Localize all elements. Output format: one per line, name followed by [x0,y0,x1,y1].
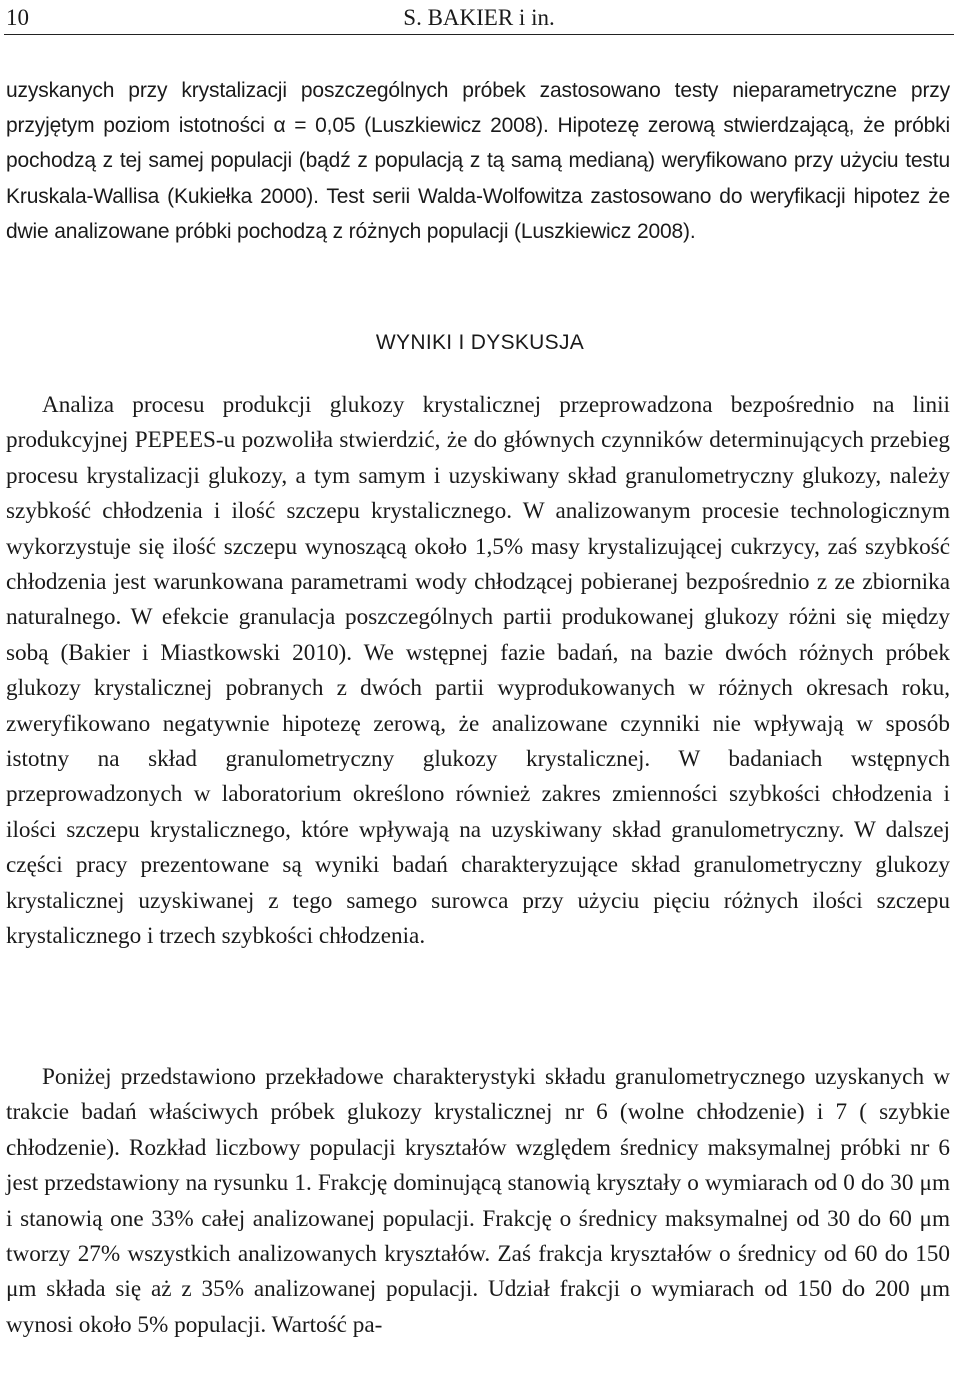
running-header [4,4,954,35]
results-paragraph-2: Poniżej przedstawiono przekładowe charakterystyki składu granulometrycznego uzyskanych w trakcie badań właściwych próbek glukozy krystalicznej nr 6 (wolne chłodzenie) i 7 ( szybkie chłodzenie). Rozkład liczbowy populacji kryształów względem średnicy maksymalnej próbki nr 6 jest przedstawiony na rysunku 1. Frakcję dominującą stanowią kryształy o wymiarach od 0 do 30 μm i stanowią one 33% całej analizowanej populacji. Frakcję o średnicy maksymalnej od 30 do 60 μm tworzy 27% wszystkich analizowanych kryształów. Zaś frakcja kryształów o średnicy od 60 do 150 μm składa się aż z 35% analizowanej populacji. Udział frakcji o wymiarach od 150 do 200 μm wynosi około 5% populacji. Wartość pa- [6,1064,950,1338]
running-title: S. BAKIER i in. [403,5,555,30]
results-paragraph-1: Analiza procesu produkcji glukozy krystalicznej przeprowadzona bezpośrednio na linii produkcyjnej PEPEES-u pozwoliła stwierdzić, że do głównych czynników determinujących przebieg procesu krystalizacji glukozy, a tym samym i uzyskiwany skład granulometryczny glukozy, należy szybkość chłodzenia i ilość szczepu krystalicznego. W analizowanym procesie technologicznym wykorzystuje się ilość szczepu wynoszącą około 1,5% masy krystalizującej cukrzycy, zaś szybkość chłodzenia jest warunkowana parametrami wody chłodzącej pobieranej bezpośrednio z ze zbiornika naturalnego. W efekcie granulacja poszczególnych partii produkowanej glukozy różni się między sobą (Bakier i Miastkowski 2010). We wstępnej fazie badań, na bazie dwóch różnych próbek glukozy krystalicznej pobranych z dwóch partii wyprodukowanych w różnych okresach roku, zweryfikowano negatywnie hipotezę zerową, że analizowane czynniki nie wpływają w sposób istotny na skład granulometryczny glukozy krystalicznej. W badaniach wstępnych przeprowadzonych w laboratorium określono również zakres zmienności szybkości chłodzenia i ilości szczepu krystalicznego, które wpływają na uzyskiwany skład granulometryczny. W dalszej części pracy prezentowane są wyniki badań charakteryzujące skład granulometryczny glukozy krystalicznej uzyskiwanej z tego samego surowca przy użyciu pięciu różnych ilości szczepu krystalicznego i trzech szybkości chłodzenia. [6,392,950,950]
page-number: 10 [6,5,29,30]
section-heading: WYNIKI I DYSKUSJA [375,331,585,354]
methods-paragraph: uzyskanych przy krystalizacji poszczególnych próbek zastosowano testy nieparametryczne przy przyjętym poziom istotności α = 0,05 (Luszkiewicz 2008). Hipotezę zerową stwierdzającą, że próbki pochodzą z tej samej populacji (bądź z populacją z tą samą medianą) weryfikowano przy użyciu testu Kruskala-Wallisa (Kukiełka 2000). Test serii Walda-Wolfowitza zastosowano do weryfikacji hipotez że dwie analizowane próbki pochodzą z różnych populacji (Luszkiewicz 2008). [6,79,950,243]
